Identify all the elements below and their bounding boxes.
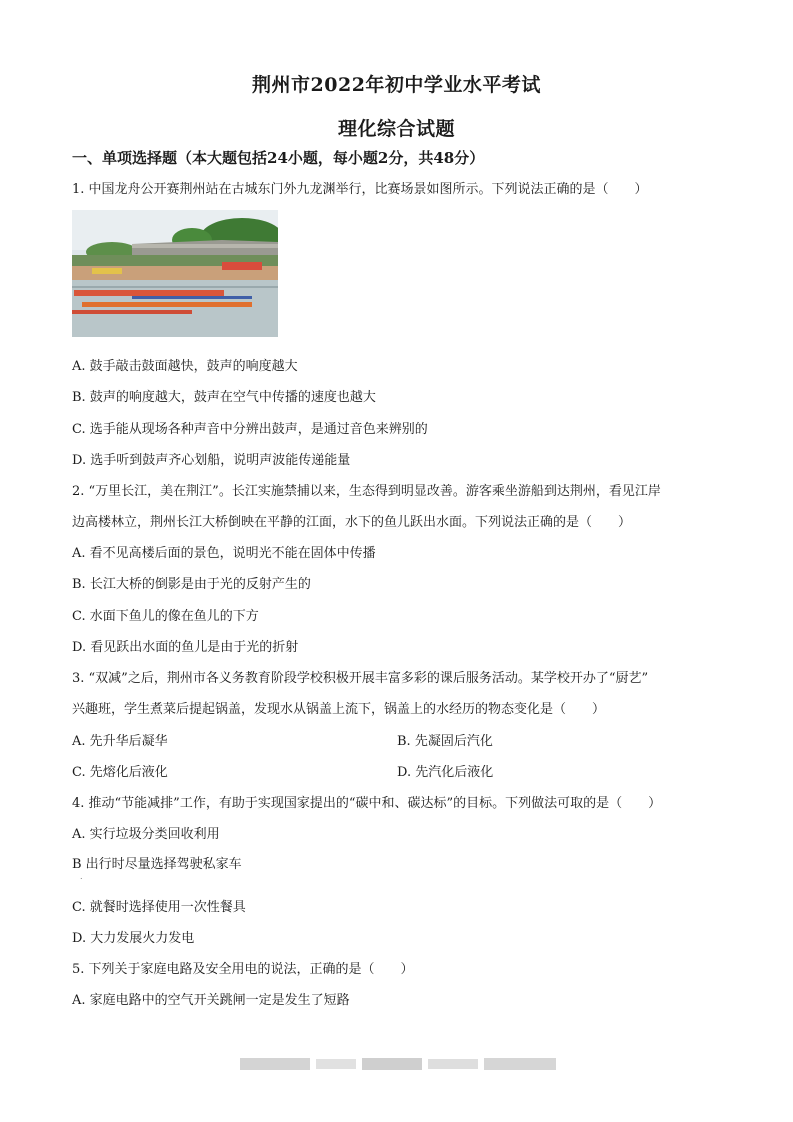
q2-option-a: A. 看不见高楼后面的景色，说明光不能在固体中传播 [72, 546, 376, 561]
q2-option-b: B. 长江大桥的倒影是由于光的反射产生的 [72, 577, 311, 592]
question-2-stem-line-2: 边高楼林立，荆州长江大桥倒映在平静的江面，水下的鱼儿跃出水面。下列说法正确的是（ ） [72, 515, 632, 530]
question-3-stem-line-1: 3. “双减”之后，荆州市各义务教育阶段学校积极开展丰富多彩的课后服务活动。某学校开办了“厨艺” [72, 671, 649, 686]
q1-option-c: C. 选手能从现场各种声音中分辨出鼓声，是通过音色来辨别的 [72, 422, 428, 437]
q4-option-d: D. 大力发展火力发电 [72, 931, 195, 946]
q3-option-b: B. 先凝固后汽化 [397, 734, 493, 749]
exam-title: 荆州市2022年初中学业水平考试 [252, 74, 541, 96]
question-1-stem: 1. 中国龙舟公开赛荆州站在古城东门外九龙渊举行，比赛场景如图所示。下列说法正确的是（ ） [72, 182, 648, 197]
q2-option-d: D. 看见跃出水面的鱼儿是由于光的折射 [72, 640, 299, 655]
stray-mark: . [80, 872, 83, 881]
q3-option-a: A. 先升华后凝华 [72, 734, 168, 749]
q3-option-c: C. 先熔化后液化 [72, 765, 168, 780]
q4-option-b: B 出行时尽量选择驾驶私家车 [72, 857, 242, 872]
question-3-stem-line-2: 兴趣班，学生煮菜后提起锅盖，发现水从锅盖上流下，锅盖上的水经历的物态变化是（ ） [72, 702, 606, 717]
q2-option-c: C. 水面下鱼儿的像在鱼儿的下方 [72, 609, 259, 624]
q1-option-a: A. 鼓手敲击鼓面越快，鼓声的响度越大 [72, 359, 298, 374]
q1-option-d: D. 选手听到鼓声齐心划船，说明声波能传递能量 [72, 453, 351, 468]
dragon-boat-race-illustration [72, 210, 278, 337]
q4-option-a: A. 实行垃圾分类回收利用 [72, 827, 220, 842]
q1-option-b: B. 鼓声的响度越大，鼓声在空气中传播的速度也越大 [72, 390, 376, 405]
dragon-boat-race-photo [72, 210, 278, 337]
q5-option-a: A. 家庭电路中的空气开关跳闸一定是发生了短路 [72, 993, 350, 1008]
q4-option-c: C. 就餐时选择使用一次性餐具 [72, 900, 246, 915]
watermark-blur-shape [240, 1056, 556, 1072]
blurred-footer-watermark [240, 1056, 556, 1072]
section-heading: 一、单项选择题（本大题包括24小题，每小题2分，共48分） [72, 149, 485, 167]
question-2-stem-line-1: 2. “万里长江，美在荆江”。长江实施禁捕以来，生态得到明显改善。游客乘坐游船到达荆州，看见江岸 [72, 484, 661, 499]
q3-option-d: D. 先汽化后液化 [397, 765, 494, 780]
exam-subtitle: 理化综合试题 [337, 118, 455, 140]
question-5-stem: 5. 下列关于家庭电路及安全用电的说法，正确的是（ ） [72, 962, 414, 977]
question-4-stem: 4. 推动“节能减排”工作，有助于实现国家提出的“碳中和、碳达标”的目标。下列做法可取的是（ ） [72, 796, 662, 811]
